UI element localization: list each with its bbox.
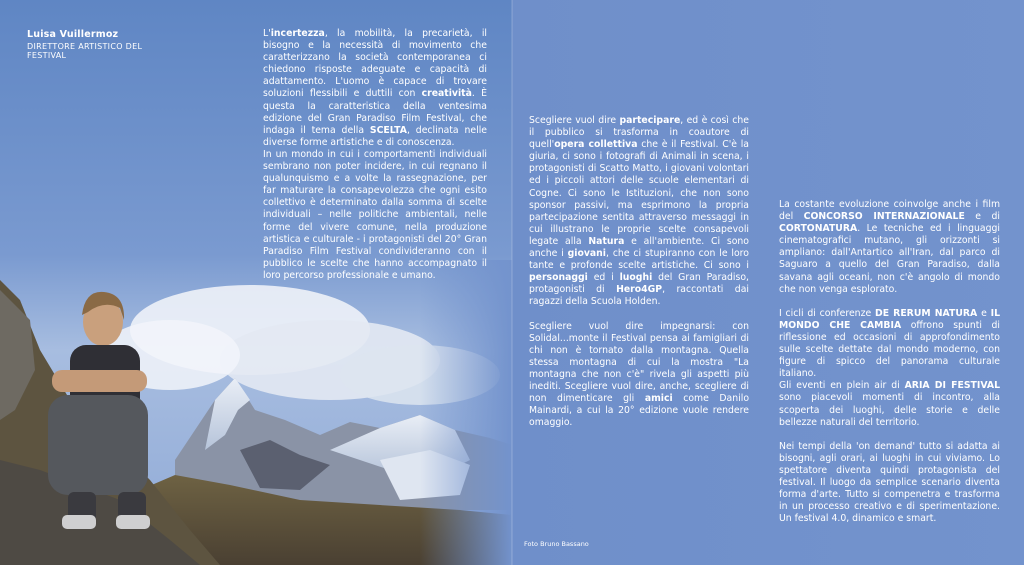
participation-column [529,115,749,429]
emphasis-text: ARIA DI FESTIVAL [904,380,1000,392]
emphasis-text: Hero4GP [616,284,663,296]
emphasis-text: DE RERUM NATURA [875,307,978,319]
emphasis-text: opera collettiva [554,139,638,151]
body-text: Nei tempi della 'on demand' tutto si adatta ai bisogni, agli orari, ai luoghi in cui viviamo. Lo spettatore diventa quindi protagonista del festival. Il luogo da semplice scenario diventa forma d'arte. Tutto si compenetra e trasforma in un processo creativo e di sperimentazione. Un festival 4.0, dinamico e smart. [779,440,1000,525]
emphasis-text: IL MONDO CHE CAMBIA [779,307,1000,331]
on-demand-paragraph [779,441,1000,526]
body-text: offrono spunti di riflessione ed occasioni di approfondimento sulle scelte dettate dal mondo moderno, con figure di spicco del panorama culturale italiano. [779,319,1000,380]
emphasis-text: personaggi [529,272,588,284]
events-paragraph [779,380,1000,428]
participation-paragraph [529,115,749,309]
program-column [779,199,1000,525]
body-text: sono piacevoli momenti di incontro, alla scoperta dei luoghi, delle storie e delle bellezze naturali del territorio. [779,392,1000,428]
author-name: Luisa Vuillermoz [27,29,119,40]
body-text: La costante evoluzione coinvolge anche i film del [779,199,1000,223]
body-text: , raccontati dai ragazzi della Scuola Holden. [529,284,749,308]
emphasis-text: luoghi [619,272,653,284]
body-text: ed i [587,272,620,284]
intro-paragraph-1 [263,28,487,149]
emphasis-text: amici [644,393,673,405]
emphasis-text: creatività [421,88,472,100]
page-fold [511,0,513,565]
body-text: Scegliere vuol dire [529,115,620,126]
competition-paragraph [779,199,1000,296]
body-text: del Gran Paradiso, protagonisti di [529,272,749,296]
emphasis-text: giovani [567,248,606,260]
body-text: come Danilo Mainardi, a cui la 20° edizione vuole rendere omaggio. [529,393,750,429]
body-text: , declinata nelle diverse forme artistiche e di conoscenza. [263,124,487,148]
emphasis-text: incertezza [270,28,325,39]
body-text: , ed è così che il pubblico si trasforma in coautore di quell' [529,115,749,151]
body-text: L' [263,28,271,39]
body-text: Scegliere vuol dire impegnarsi: con Solidal...monte il Festival pensa ai famigliari di chi non è tornato dalla montagna. Quella stessa montagna di cui la mostra "La montagna che non c'è" rivela gli aspetti più inediti. Scegliere vuol dire, anche, scegliere di non dimenticare gli [529,320,749,405]
emphasis-text: SCELTA [369,124,407,136]
body-text: , che ci stupiranno con le loro tante e profonde scelte artistiche. Ci sono i [529,248,749,272]
body-text: Gli eventi en plein air di [779,380,905,392]
intro-column [263,28,487,282]
mountain-portrait-photo [0,260,512,565]
photo-credit: Foto Bruno Bassano [524,540,589,548]
body-text: e di [964,211,1000,223]
author-role: DIRETTORE ARTISTICO DEL FESTIVAL [27,42,143,60]
body-text: , la mobilità, la precarietà, il bisogno e la necessità di movimento che caratterizzano la società contemporanea ci chiedono risposte adeguate e capacità di adattamento. L'uomo è capace di trovare soluzioni flessibili e duttili con [263,28,487,100]
commitment-paragraph [529,321,749,430]
body-text: . Le tecniche ed i linguaggi cinematografici mutano, gli orizzonti si ampliano: dall'Antartico all'Iran, dal parco di Saguaro a quello del Gran Paradiso, dalla savana agli oceani, non c'è angolo di mondo che non venga esplorato. [779,223,1000,295]
body-text: I cicli di conferenze [779,307,875,319]
body-text: e [977,307,991,319]
intro-paragraph-2 [263,149,487,282]
emphasis-text: Natura [588,235,625,247]
emphasis-text: CORTONATURA [779,223,858,235]
body-text: e all'ambiente. Ci sono anche i [529,235,749,260]
emphasis-text: partecipare [619,115,681,126]
body-text: . È questa la caratteristica della ventesima edizione del Gran Paradiso Film Festival, che indaga il tema della [263,88,487,136]
body-text: In un mondo in cui i comportamenti individuali sembrano non poter incidere, in cui regnano il qualunquismo e a volte la rassegnazione, per far maturare la consapevolezza che ogni esito collettivo è determinato dalla somma di scelte individuali – nelle politiche ambientali, nelle forme del vivere comune, nella produzione artistica e culturale - i protagonisti del 20° Gran Paradiso Film Festival condivideranno con il pubblico le scelte che hanno accompagnato il loro percorso professionale e umano. [263,148,487,281]
conferences-paragraph [779,308,1000,381]
emphasis-text: CONCORSO INTERNAZIONALE [803,211,965,223]
body-text: che è il Festival. C'è la giuria, ci sono i fotografi di Animali in scena, i protagonisti di Scatto Matto, i giovani volontari ed i piccoli attori delle scuole elementari di Cogne. Ci sono le Istituzioni, che non sono sponsor passivi, ma esprimono la propria partecipazione sentita attraverso messaggi in cui illustrano le proprie scelte consapevoli legate alla [529,139,749,247]
